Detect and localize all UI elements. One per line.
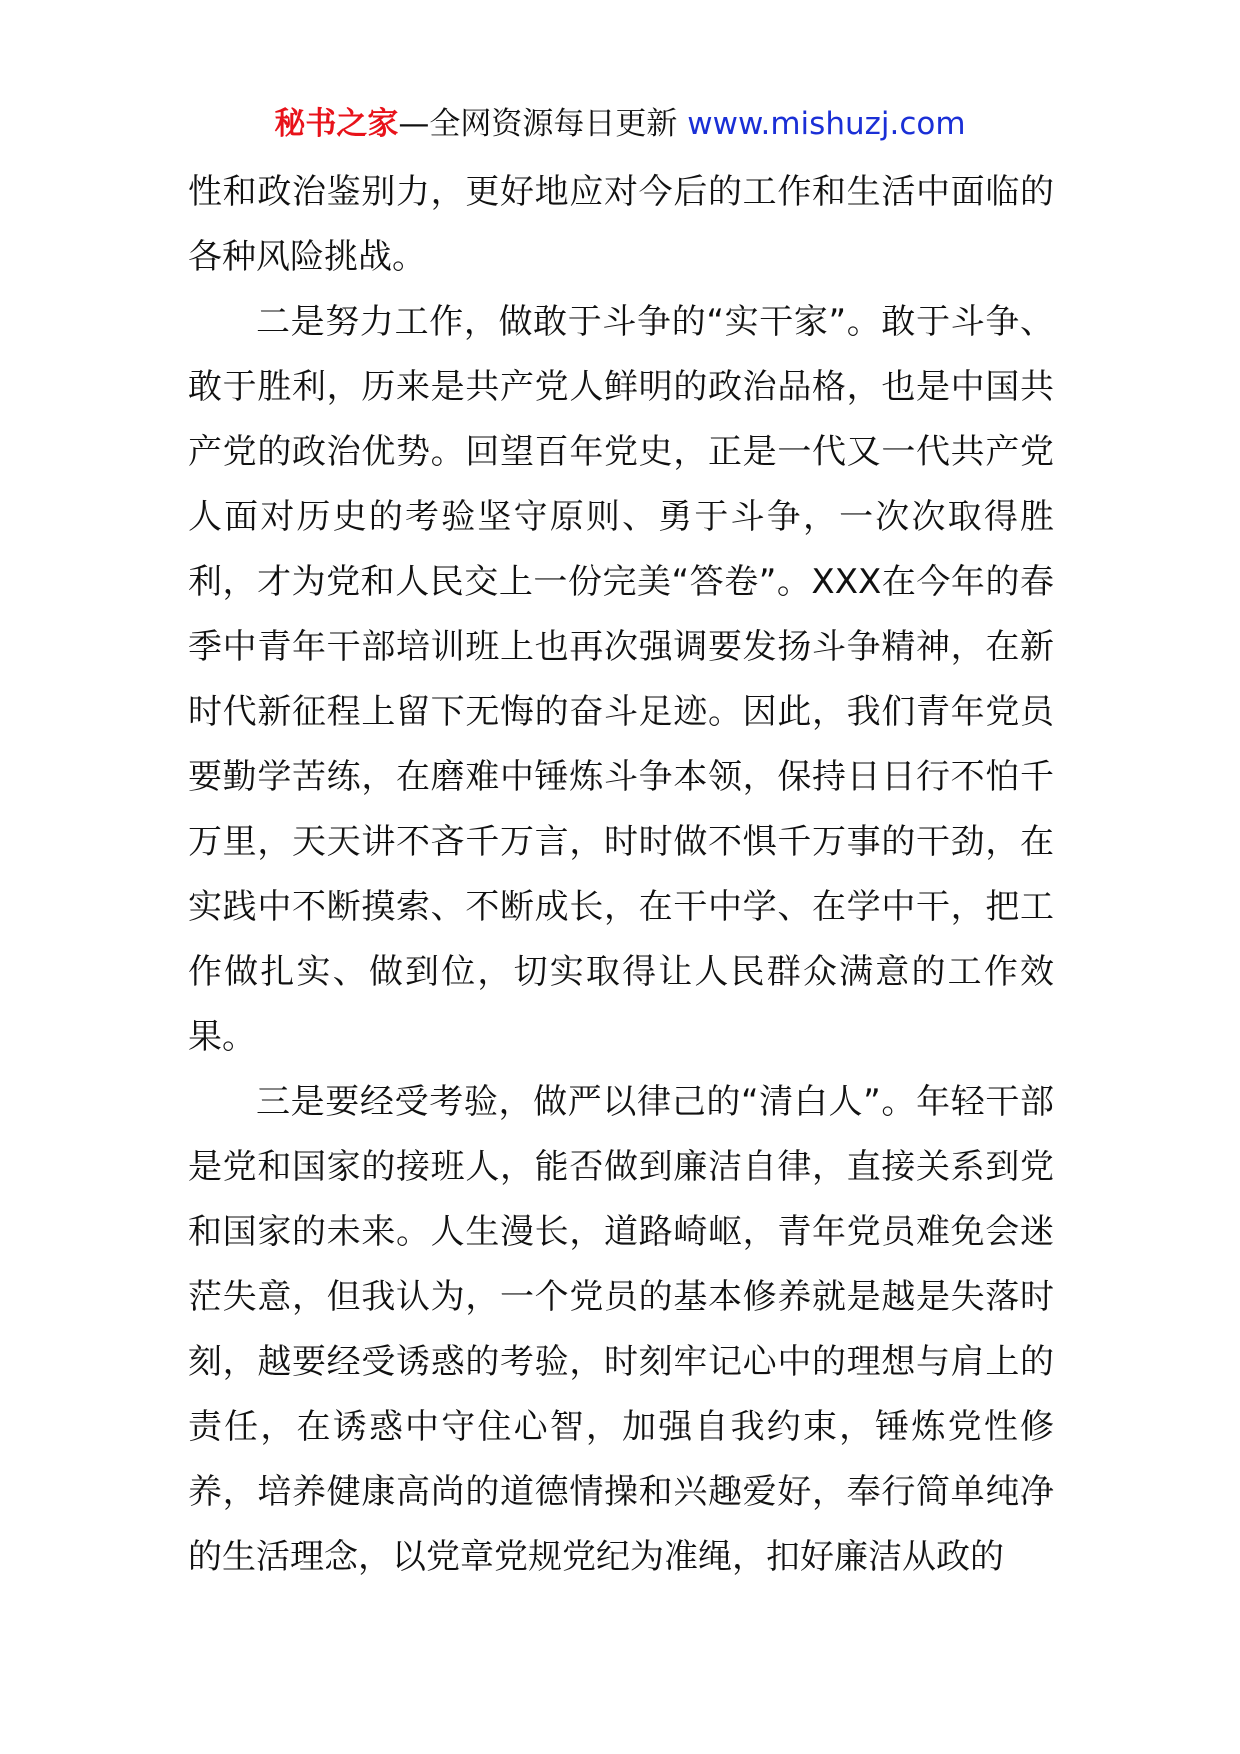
document-body bbox=[188, 160, 1054, 1590]
paragraph-point-two: 二是努力工作，做敢于斗争的“实干家”。敢于斗争、敢于胜利，历来是共产党人鲜明的政治品格，也是中国共产党的政治优势。回望百年党史，正是一代又一代共产党人面对历史的考验坚守原则、勇于斗争，一次次取得胜利，才为党和人民交上一份完美“答卷”。XXX在今年的春季中青年干部培训班上也再次强调要发扬斗争精神，在新时代新征程上留下无悔的奋斗足迹。因此，我们青年党员要勤学苦练，在磨难中锤炼斗争本领，保持日日行不怕千万里，天天讲不吝千万言，时时做不惧千万事的干劲，在实践中不断摸索、不断成长，在干中学、在学中干，把工作做扎实、做到位，切实取得让人民群众满意的工作效果。 bbox=[188, 302, 1054, 1057]
paragraph-continuation: 性和政治鉴别力，更好地应对今后的工作和生活中面临的各种风险挑战。 bbox=[188, 172, 1054, 277]
site-url-link[interactable]: www.mishuzj.com bbox=[687, 106, 966, 142]
brand-name: 秘书之家 bbox=[274, 106, 399, 142]
header-tagline: —全网资源每日更新 bbox=[398, 106, 678, 142]
paragraph-point-three: 三是要经受考验，做严以律己的“清白人”。年轻干部是党和国家的接班人，能否做到廉洁自律，直接关系到党和国家的未来。人生漫长，道路崎岖，青年党员难免会迷茫失意，但我认为，一个党员的基本修养就是越是失落时刻，越要经受诱惑的考验，时刻牢记心中的理想与肩上的责任，在诱惑中守住心智，加强自我约束，锤炼党性修养，培养健康高尚的道德情操和兴趣爱好，奉行简单纯净的生活理念，以党章党规党纪为准绳，扣好廉洁从政的 bbox=[188, 1082, 1054, 1577]
site-header bbox=[0, 102, 1240, 146]
